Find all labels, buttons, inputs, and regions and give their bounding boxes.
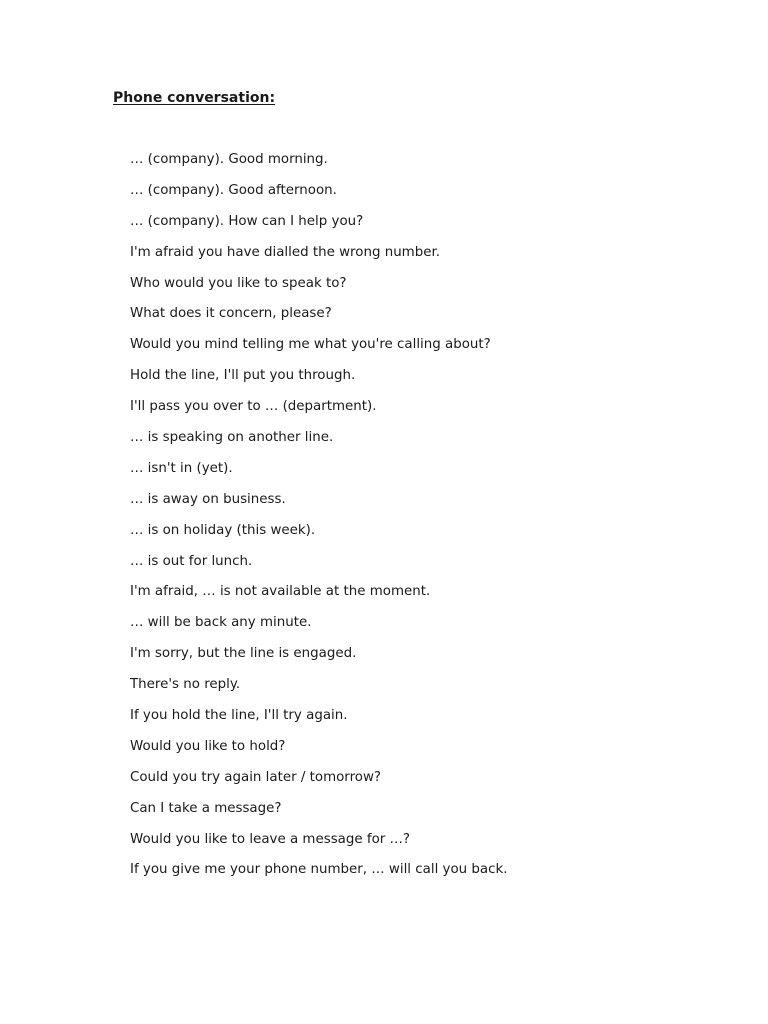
phrase-item: … is out for lunch.: [130, 553, 253, 569]
phrase-item: Would you like to leave a message for …?: [130, 831, 411, 847]
phrase-item: Who would you like to speak to?: [130, 275, 347, 291]
phrase-item: If you hold the line, I'll try again.: [130, 708, 348, 724]
phrase-item: I'm afraid you have dialled the wrong number.: [130, 244, 440, 260]
phrase-item: Would you like to hold?: [130, 738, 286, 754]
phrase-list: [130, 150, 507, 891]
phrase-item: Hold the line, I'll put you through.: [130, 368, 356, 384]
document-title: Phone conversation:: [113, 90, 276, 106]
phrase-item: … is on holiday (this week).: [130, 522, 316, 538]
phrase-item: There's no reply.: [130, 677, 241, 693]
phrase-item: … is speaking on another line.: [130, 430, 334, 446]
phrase-item: … (company). Good afternoon.: [130, 182, 337, 198]
phrase-item: What does it concern, please?: [130, 306, 332, 322]
phrase-item: Could you try again later / tomorrow?: [130, 769, 382, 785]
phrase-item: … (company). Good morning.: [130, 152, 328, 167]
phrase-item: … (company). How can I help you?: [130, 213, 364, 229]
phrase-item: I'm sorry, but the line is engaged.: [130, 646, 357, 662]
phrase-item: … isn't in (yet).: [130, 460, 233, 476]
phrase-item: If you give me your phone number, … will call you back.: [130, 862, 508, 878]
phrase-item: … is away on business.: [130, 491, 286, 507]
phrase-item: I'll pass you over to … (department).: [130, 399, 377, 415]
phrase-item: … will be back any minute.: [130, 615, 312, 631]
phrase-item: I'm afraid, … is not available at the moment.: [130, 584, 431, 600]
phrase-item: Can I take a message?: [130, 800, 282, 816]
phrase-item: Would you mind telling me what you're calling about?: [130, 337, 491, 353]
